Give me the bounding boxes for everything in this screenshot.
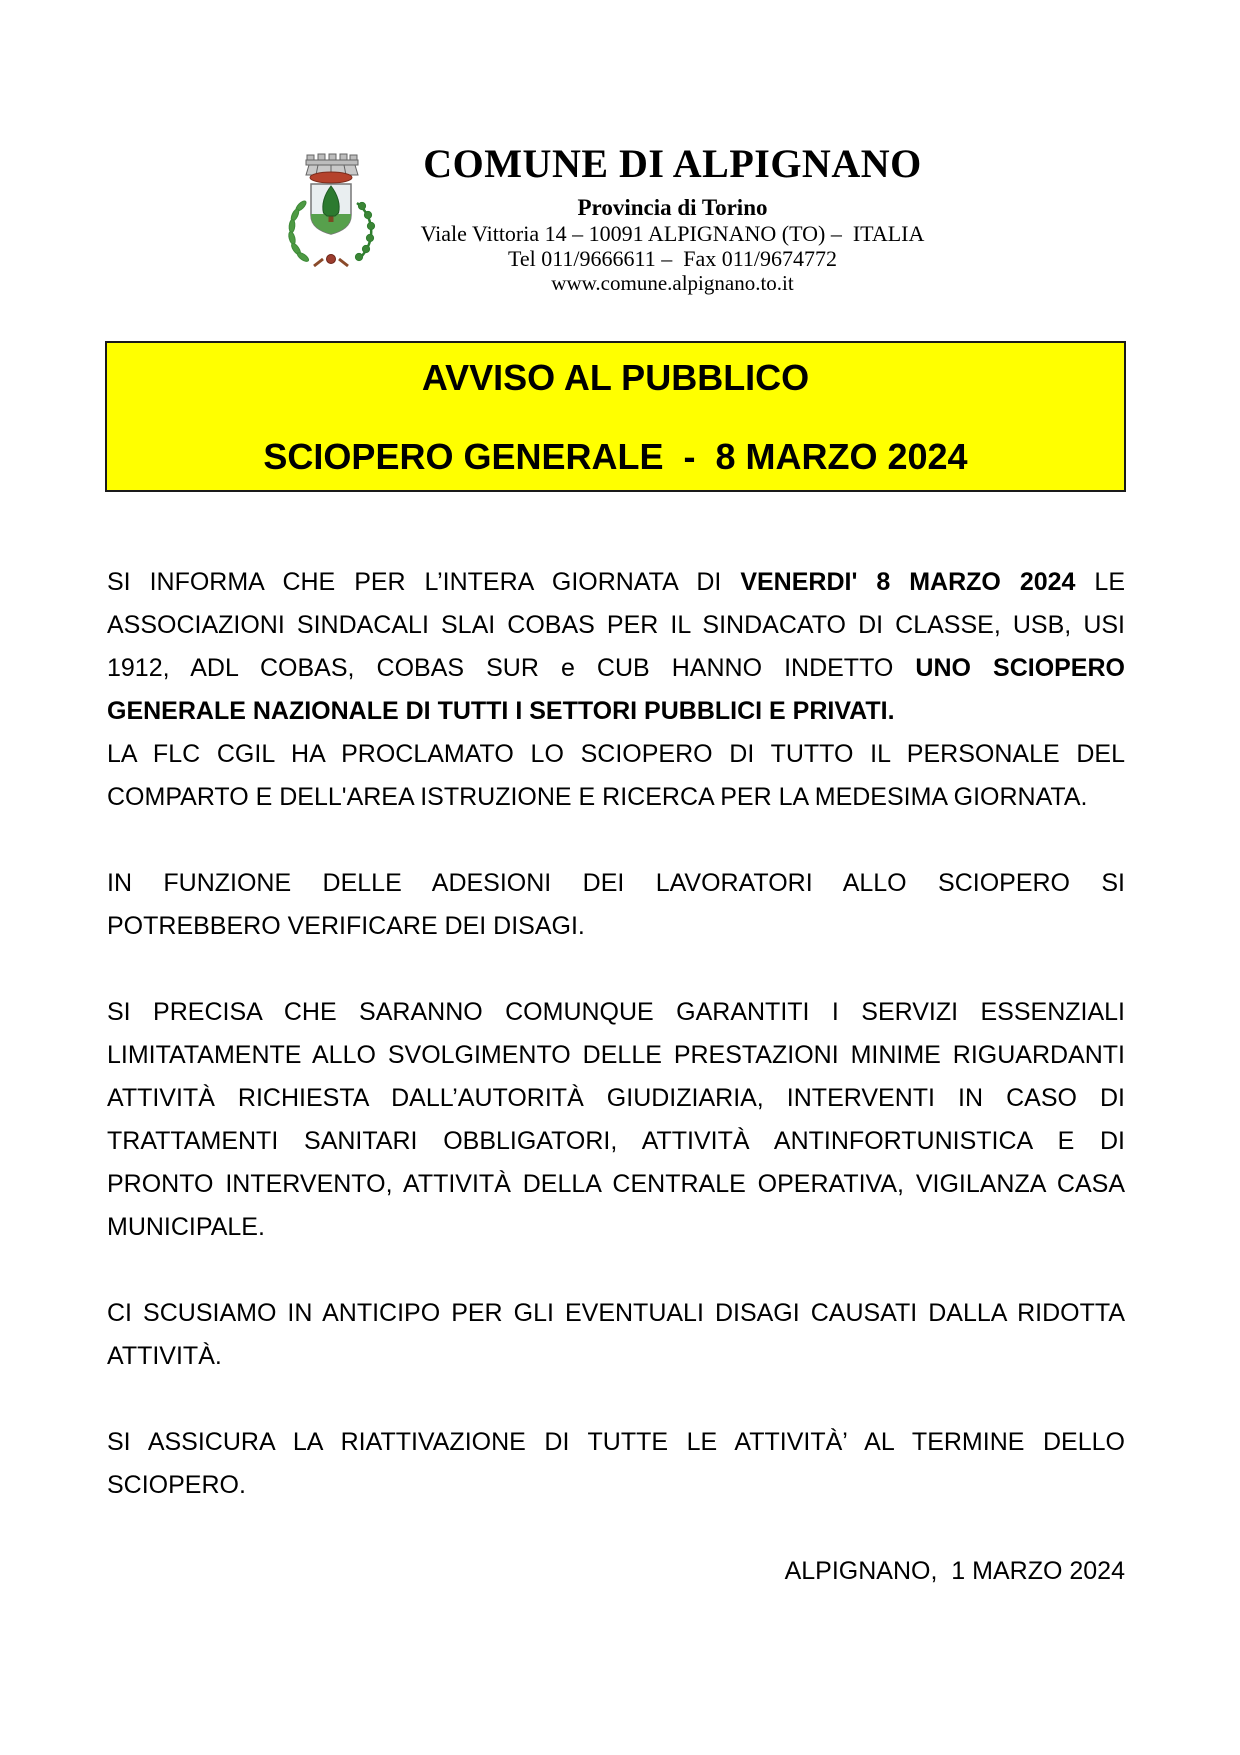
- website-url: www.comune.alpignano.to.it: [551, 271, 794, 295]
- municipality-title: COMUNE DI ALPIGNANO: [423, 141, 922, 186]
- body-paragraph: SI INFORMA CHE PER L’INTERA GIORNATA DI VENERDI' 8 MARZO 2024 LE ASSOCIAZIONI SINDACALI SLAI COBAS PER IL SINDACATO DI CLASSE, USB, USI 1912, ADL COBAS, COBAS SUR e CUB HANNO INDETTO UNO SCIOPERO GENERALE NAZIONALE DI TUTTI I SETTORI PUBBLICI E PRIVATI. LA FLC CGIL HA PROCLAMATO LO SCIOPERO DI TUTTO IL PERSONALE DEL COMPARTO E DELL'AREA ISTRUZIONE E RICERCA PER LA MEDESIMA GIORNATA.: [107, 568, 1125, 811]
- body-paragraph: SI ASSICURA LA RIATTIVAZIONE DI TUTTE LE ATTIVITÀ’ AL TERMINE DELLO SCIOPERO.: [107, 1428, 1125, 1499]
- letterhead: [350, 141, 995, 295]
- notice-body: [107, 561, 1125, 1593]
- phone-fax-line: Tel 011/9666611 – Fax 011/9674772: [507, 246, 838, 271]
- body-paragraph: CI SCUSIAMO IN ANTICIPO PER GLI EVENTUALI DISAGI CAUSATI DALLA RIDOTTA ATTIVITÀ.: [107, 1299, 1125, 1370]
- notice-banner: [105, 341, 1126, 492]
- banner-subtitle: SCIOPERO GENERALE - 8 MARZO 2024: [263, 436, 968, 477]
- body-paragraph: IN FUNZIONE DELLE ADESIONI DEI LAVORATORI ALLO SCIOPERO SI POTREBBERO VERIFICARE DEI DISAGI.: [107, 869, 1125, 940]
- province-subtitle: Provincia di Torino: [577, 195, 768, 220]
- street-address: Viale Vittoria 14 – 10091 ALPIGNANO (TO) – ITALIA: [420, 221, 925, 246]
- body-paragraph: SI PRECISA CHE SARANNO COMUNQUE GARANTITI I SERVIZI ESSENZIALI LIMITATAMENTE ALLO SVOLGIMENTO DELLE PRESTAZIONI MINIME RIGUARDANTI ATTIVITÀ RICHIESTA DALL’AUTORITÀ GIUDIZIARIA, INTERVENTI IN CASO DI TRATTAMENTI SANITARI OBBLIGATORI, ATTIVITÀ ANTINFORTUNISTICA E DI PRONTO INTERVENTO, ATTIVITÀ DELLA CENTRALE OPERATIVA, VIGILANZA CASA MUNICIPALE.: [107, 998, 1125, 1241]
- banner-title: AVVISO AL PUBBLICO: [421, 357, 810, 398]
- place-date-line: ALPIGNANO, 1 MARZO 2024: [784, 1557, 1125, 1585]
